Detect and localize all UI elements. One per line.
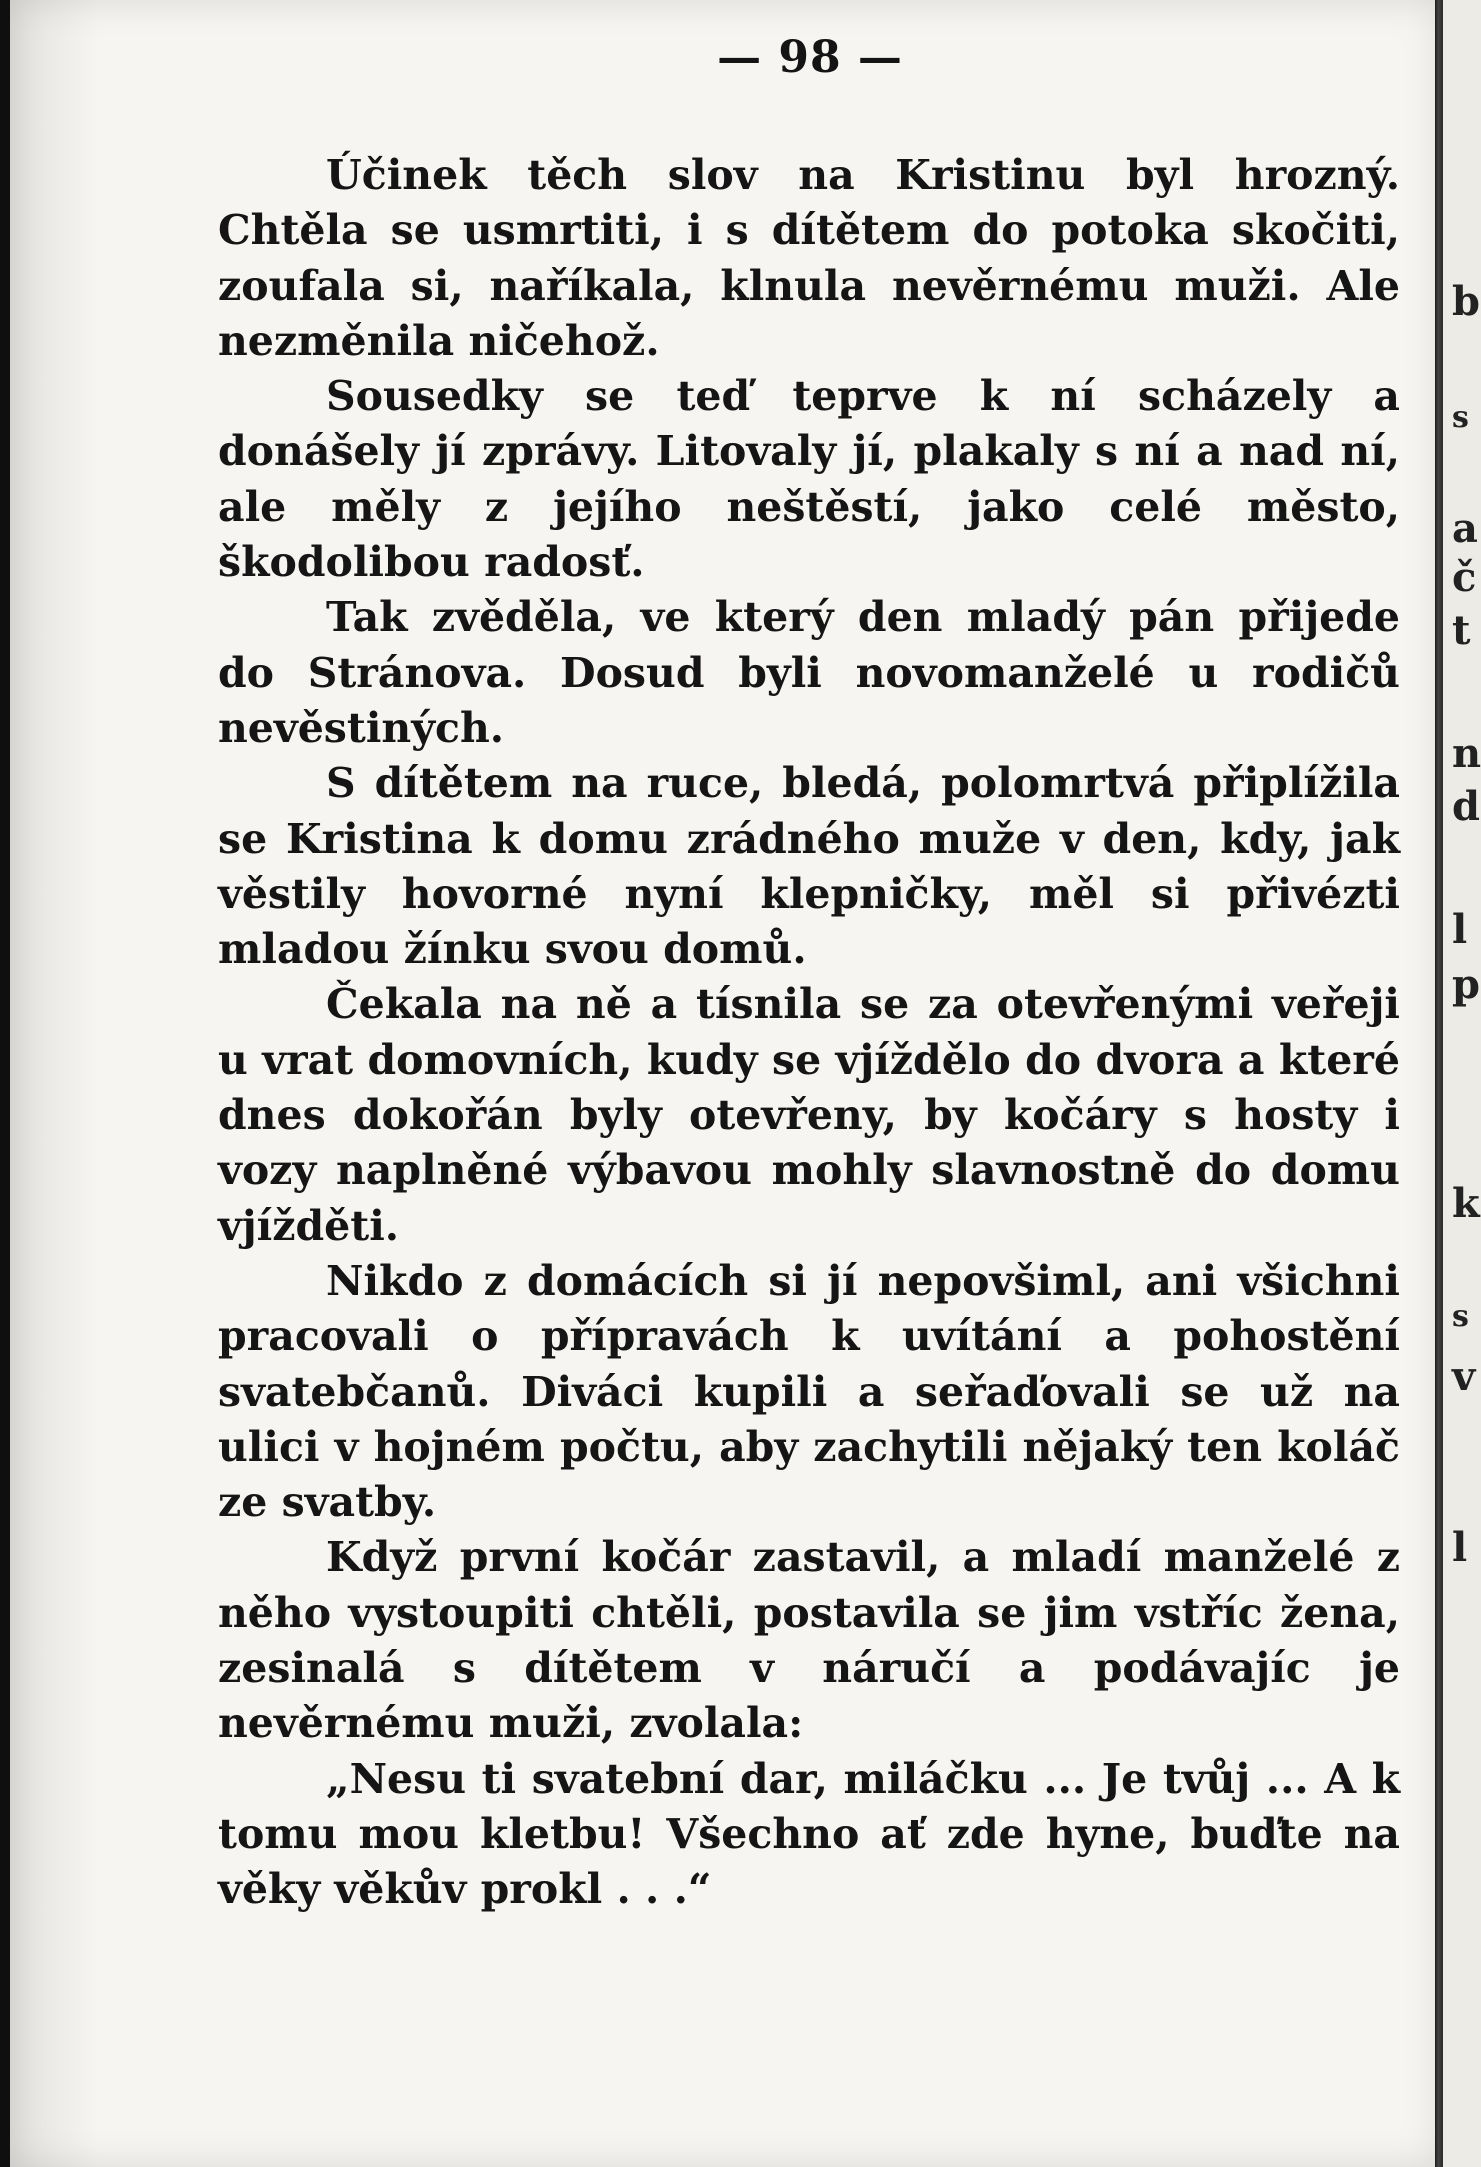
body-text (218, 148, 1400, 1918)
paragraph: Když první kočár zastavil, a mladí manželé z něho vystoupiti chtěli, postavila se jim vstříc žena, zesinalá s dítětem v náručí a podávajíc je nevěrnému muži, zvolala: (218, 1533, 1400, 1748)
edge-letter: s (1452, 1299, 1469, 1334)
next-page-edge (1443, 0, 1481, 2167)
paragraph: Účinek těch slov na Kristinu byl hrozný. Chtěla se usmrtiti, i s dítětem do potoka skočiti, zoufala si, naříkala, klnula nevěrnému muži. Ale nezměnila ničehož. (218, 151, 1400, 365)
paragraph: Čekala na ně a tísnila se za otevřenými veřeji u vrat domovních, kudy se vjíždělo do dvora a které dnes dokořán byly otevřeny, by kočáry s hosty i vozy naplněné výbavou mohly slavnostně do domu vjížděti. (218, 980, 1400, 1250)
edge-letter: v (1452, 1353, 1476, 1400)
paragraph: Nikdo z domácích si jí nepovšiml, ani všichni pracovali o přípravách k uvítání a pohostění svatebčanů. Diváci kupili a seřaďovali se už na ulici v hojném počtu, aby zachytili nějaký ten koláč ze svatby. (218, 1256, 1400, 1527)
page-number: — 98 — (717, 32, 903, 83)
paragraph: Sousedky se teď teprve k ní scházely a donášely jí zprávy. Litovaly jí, plakaly s ní a nad ní, ale měly z jejího neštěstí, jako celé město, škodolibou radosť. (218, 372, 1400, 587)
edge-letter: s (1452, 400, 1469, 435)
edge-letter: č (1452, 554, 1477, 601)
paragraph: Tak zvěděla, ve který den mladý pán přijede do Stránova. Dosud byli novomanželé u rodičů nevěstiných. (218, 593, 1400, 752)
edge-letter: p (1452, 961, 1480, 1008)
edge-letter: l (1452, 906, 1468, 953)
paragraph: „Nesu ti svatební dar, miláčku ... Je tvůj ... A k tomu mou kletbu! Všechno ať zde hyne, buďte na věky věkův prokl . . .“ (218, 1754, 1400, 1914)
paragraph: S dítětem na ruce, bledá, polomrtvá připlížila se Kristina k domu zrádného muže v den, kdy, jak věstily hovorné nyní klepničky, měl si přivézti mladou žínku svou domů. (218, 759, 1400, 974)
edge-letter: t (1452, 607, 1471, 654)
edge-letter: n (1452, 730, 1481, 777)
edge-letter: a (1452, 505, 1478, 552)
edge-letter: l (1452, 1524, 1468, 1571)
edge-letter: k (1452, 1180, 1480, 1227)
book-gutter (1435, 0, 1443, 2167)
edge-letter: d (1452, 783, 1480, 830)
edge-letter: b (1452, 278, 1480, 325)
